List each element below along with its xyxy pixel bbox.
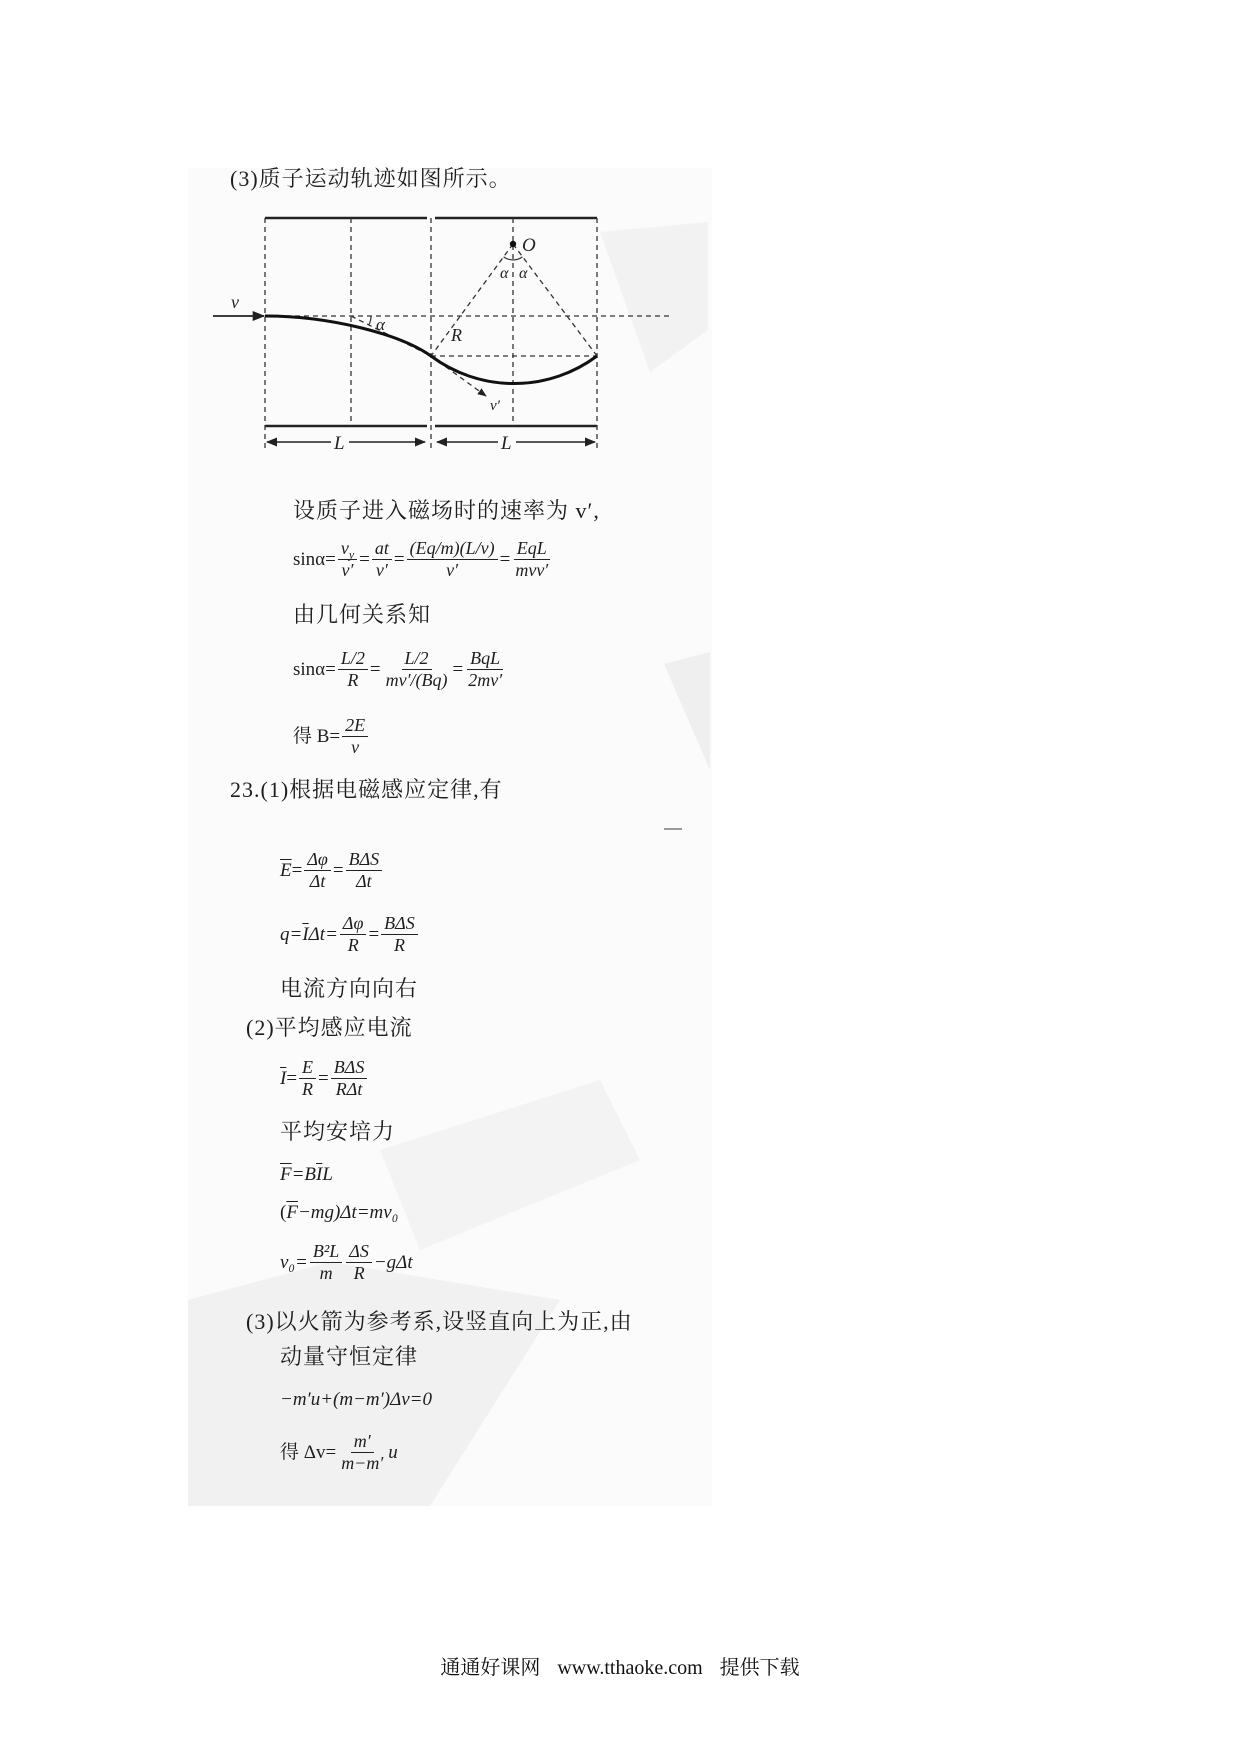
denominator: m (319, 1263, 333, 1283)
equation-text: ( (280, 1202, 287, 1223)
denominator: Δt (356, 871, 372, 891)
denominator: v′ (375, 560, 388, 580)
footer-suffix: 提供下载 (719, 1657, 800, 1679)
equation-text: = (318, 1067, 329, 1089)
geometry-note: 由几何关系知 (293, 602, 432, 627)
equation-symbol-overlined: $\overline{I}$ (302, 923, 309, 945)
numerator: Δφ (304, 849, 331, 871)
fraction (372, 538, 392, 581)
label-R: R (451, 325, 462, 345)
label-alpha-O-right: α (519, 265, 528, 282)
fraction (299, 1057, 316, 1100)
equation-text: = (368, 923, 380, 945)
center-point-O (510, 241, 516, 247)
numerator: BΔS (381, 913, 418, 935)
numerator-symbol: v (340, 538, 349, 558)
label-v-prime: v′ (490, 398, 500, 414)
current-direction: 电流方向向右 (280, 976, 419, 1001)
fraction (512, 538, 551, 581)
equation-text: −m′u+(m−m′)Δv=0 (280, 1389, 432, 1410)
fraction (346, 849, 383, 892)
q23-part3-heading: (3)以火箭为参考系,设竖直向上为正,由 (246, 1309, 633, 1334)
equation-charge (280, 913, 420, 956)
numerator: ΔS (346, 1241, 372, 1263)
numerator: BΔS (346, 849, 383, 871)
label-alpha-O-left: α (500, 265, 509, 282)
equation-symbol-overlined: $\overline{F}$ (286, 1202, 298, 1223)
numerator: L/2 (338, 648, 368, 670)
denominator: m−m′ (341, 1453, 384, 1473)
equation-average-current (280, 1057, 369, 1100)
equation-text: = (393, 548, 405, 570)
equation-text: = (369, 658, 381, 680)
angle-arc-exit (369, 316, 371, 325)
fraction (383, 648, 451, 691)
equation-text: L (322, 1164, 333, 1185)
equation-average-ampere-force (280, 1164, 333, 1186)
numerator: 2E (342, 715, 368, 737)
fraction (338, 538, 357, 581)
equation-text: sinα= (293, 658, 336, 680)
denominator: v′ (341, 560, 354, 580)
denominator: RΔt (335, 1079, 363, 1099)
radius-dashed-left (431, 244, 513, 356)
velocity-intro: 设质子进入磁场时的速率为 v′, (293, 498, 600, 523)
numerator: m′ (351, 1431, 374, 1453)
equation-text: q= (280, 923, 303, 945)
equation-text: v₀= (280, 1251, 308, 1273)
label-alpha-exit: α (376, 315, 385, 334)
equation-symbol-overlined: $\overline{I}$ (316, 1164, 323, 1185)
footer-site-name: 通通好课网 (440, 1657, 541, 1679)
denominator: R (302, 1079, 314, 1099)
equation-text: 得 B= (293, 725, 341, 747)
numerator: E (299, 1057, 316, 1079)
page-footer (0, 1655, 1240, 1681)
label-L-right: L (501, 433, 512, 454)
numerator: EqL (514, 538, 550, 560)
equation-text: 得 Δv= (280, 1441, 337, 1463)
denominator: R (393, 935, 405, 955)
label-O: O (522, 235, 536, 256)
denominator: R (347, 935, 359, 955)
label-v: v (231, 292, 239, 312)
denominator: R (353, 1263, 365, 1283)
numerator: BΔS (331, 1057, 368, 1079)
numerator: (Eq/m)(L/v) (407, 538, 498, 560)
denominator: R (347, 670, 359, 690)
numerator: Δφ (340, 913, 367, 935)
equation-text: sinα= (293, 548, 336, 570)
radius-dashed-right (513, 244, 597, 356)
q23-heading: 23.(1)根据电磁感应定律,有 (230, 777, 503, 802)
denominator: v (351, 737, 360, 757)
denominator: 2mv′ (468, 670, 503, 690)
equation-text: = (291, 859, 303, 881)
fraction (407, 538, 498, 581)
denominator: mv′/(Bq) (385, 670, 448, 690)
part3-heading: (3)质子运动轨迹如图所示。 (230, 166, 512, 191)
equation-sin-alpha-geometry (293, 648, 507, 691)
equation-symbol-overlined: $\overline{F}$ (280, 1164, 292, 1185)
denominator: v′ (446, 560, 459, 580)
equation-momentum-theorem (280, 1202, 398, 1224)
equation-text: = (286, 1067, 298, 1089)
equation-text: = (452, 658, 464, 680)
fraction (310, 1241, 342, 1284)
equation-text: −gΔt (373, 1251, 413, 1273)
fraction (331, 1057, 368, 1100)
equation-text: = (332, 859, 344, 881)
numerator: L/2 (402, 648, 432, 670)
equation-text: =B (291, 1164, 317, 1185)
numerator (338, 538, 357, 560)
equation-delta-v (280, 1431, 398, 1474)
q23-part3-heading-continued: 动量守恒定律 (280, 1344, 419, 1369)
scan-mark (664, 828, 682, 830)
equation-momentum-conservation (280, 1389, 432, 1411)
equation-symbol-overlined: $\overline{I}$ (280, 1067, 287, 1089)
ampere-force-heading: 平均安培力 (280, 1119, 396, 1144)
equation-text: = (359, 548, 370, 570)
equation-symbol-overlined: $\overline{E}$ (280, 859, 292, 881)
fraction (304, 849, 331, 892)
equation-B-result (293, 715, 370, 758)
equation-text: u (388, 1441, 398, 1463)
numerator: at (372, 538, 392, 560)
footer-url[interactable]: www.tthaoke.com (557, 1657, 703, 1679)
numerator: BqL (467, 648, 503, 670)
equation-sin-alpha-kinematics (293, 538, 553, 581)
fraction (338, 1431, 386, 1474)
fraction (381, 913, 418, 956)
equation-average-emf (280, 849, 384, 892)
fraction (340, 913, 367, 956)
numerator-subscript: y (348, 547, 355, 562)
label-L-left: L (334, 433, 345, 454)
equation-text: Δt= (308, 923, 338, 945)
equation-text: = (499, 548, 511, 570)
denominator: mvv′ (515, 560, 549, 580)
trajectory-diagram (205, 205, 680, 470)
equation-v0 (280, 1241, 413, 1284)
equation-text: −mg)Δt=mv₀ (297, 1202, 399, 1223)
numerator: B²L (310, 1241, 342, 1263)
fraction (465, 648, 505, 691)
fraction (342, 715, 368, 758)
fraction (338, 648, 368, 691)
q23-part2-heading: (2)平均感应电流 (246, 1015, 413, 1040)
denominator: Δt (309, 871, 326, 891)
fraction (346, 1241, 372, 1284)
